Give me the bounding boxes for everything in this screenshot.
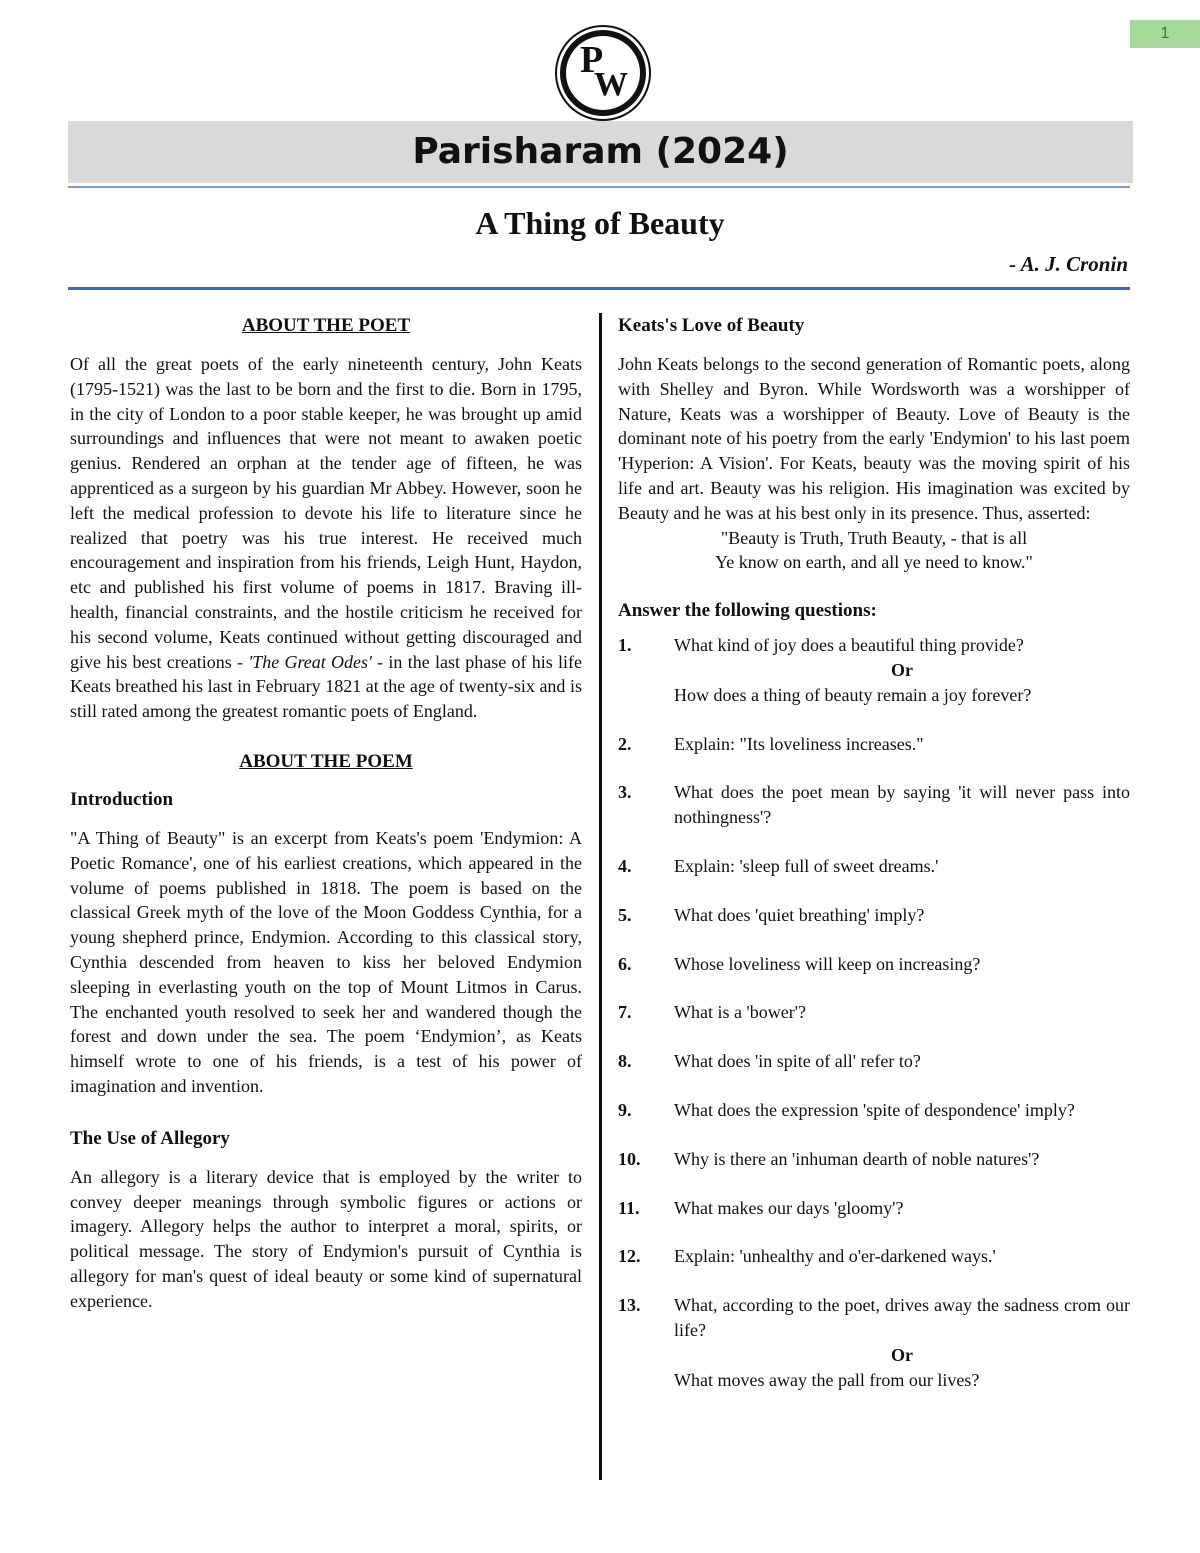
question-text: Explain: 'sleep full of sweet dreams.' xyxy=(674,855,939,876)
about-poet-text xyxy=(70,352,582,724)
question-text: What kind of joy does a beautiful thing provide? xyxy=(674,635,1024,656)
question-body xyxy=(674,732,1130,757)
chapter-title: A Thing of Beauty xyxy=(475,205,725,241)
or-separator: Or xyxy=(891,1344,913,1365)
question-item xyxy=(618,1244,1130,1269)
question-item xyxy=(618,732,1130,757)
or-separator: Or xyxy=(891,659,913,680)
questions-heading: Answer the following questions: xyxy=(618,600,877,622)
quote-line-2: Ye know on earth, and all ye need to know." xyxy=(715,552,1033,573)
question-body xyxy=(674,633,1130,707)
question-number: 5. xyxy=(618,904,632,925)
question-item xyxy=(618,633,1130,707)
right-column xyxy=(618,312,1130,1392)
page-title: Parisharam (2024) xyxy=(412,131,789,172)
question-text: What does the poet mean by saying 'it will never pass into nothingness'? xyxy=(674,782,1130,828)
question-number: 6. xyxy=(618,953,632,974)
allegory-heading: The Use of Allegory xyxy=(70,1127,230,1149)
question-number: 2. xyxy=(618,733,632,754)
question-text: What does the expression 'spite of despondence' imply? xyxy=(674,1099,1075,1120)
question-body xyxy=(674,1147,1130,1172)
question-number: 7. xyxy=(618,1002,632,1023)
question-body xyxy=(674,952,1130,977)
question-text: What makes our days 'gloomy'? xyxy=(674,1197,904,1218)
logo-letter-p: P xyxy=(580,39,604,81)
question-body xyxy=(674,1244,1130,1269)
question-number: 1. xyxy=(618,635,632,656)
question-body xyxy=(674,854,1130,879)
love-of-beauty-text: John Keats belongs to the second generation of Romantic poets, along with Shelley and Byron. While Wordsworth was a worshipper of Nature, Keats was a worshipper of Beauty. Love of Beauty is the dominant note of his poetry from the early 'Endymion' to his last poem 'Hyperion: A Vision'. For Keats, beauty was the moving spirit of his life and art. Beauty was his religion. His imagination was excited by Beauty and he was at his best only in its presence. Thus, asserted: xyxy=(618,354,1130,523)
question-alt-text: What moves away the pall from our lives? xyxy=(674,1369,980,1390)
question-number: 8. xyxy=(618,1051,632,1072)
title-banner xyxy=(68,121,1133,183)
pw-logo xyxy=(557,27,649,119)
question-item xyxy=(618,854,1130,879)
question-number: 9. xyxy=(618,1099,632,1120)
about-poet-text-b: - in the last phase of his life Keats breathed his last in February 1821 at the age of twenty-six and is still rated among the greatest romantic poets of England. xyxy=(70,651,583,722)
question-text: Explain: 'unhealthy and o'er-darkened ways.' xyxy=(674,1246,996,1267)
page-number: 1 xyxy=(1130,20,1200,48)
question-body xyxy=(674,780,1130,830)
question-item xyxy=(618,1049,1130,1074)
question-text: Why is there an 'inhuman dearth of noble natures'? xyxy=(674,1148,1040,1169)
question-text: What is a 'bower'? xyxy=(674,1002,806,1023)
question-item xyxy=(618,952,1130,977)
question-item xyxy=(618,1196,1130,1221)
question-text: What does 'quiet breathing' imply? xyxy=(674,904,925,925)
left-column xyxy=(70,312,582,1314)
question-text: What, according to the poet, drives away the sadness crom our life? xyxy=(674,1295,1130,1340)
question-number: 13. xyxy=(618,1295,641,1316)
about-poem-heading: ABOUT THE POEM xyxy=(239,750,413,772)
column-divider xyxy=(599,313,602,1480)
question-text: What does 'in spite of all' refer to? xyxy=(674,1051,921,1072)
introduction-heading: Introduction xyxy=(70,788,174,810)
about-poet-heading: ABOUT THE POET xyxy=(241,315,411,336)
question-body xyxy=(674,903,1130,928)
question-number: 4. xyxy=(618,855,632,876)
love-of-beauty-heading: Keats's Love of Beauty xyxy=(618,315,805,336)
question-body xyxy=(674,1000,1130,1025)
question-number: 10. xyxy=(618,1148,641,1169)
question-text: Explain: "Its loveliness increases." xyxy=(674,733,924,754)
introduction-text: "A Thing of Beauty" is an excerpt from Keats's poem 'Endymion: A Poetic Romance', one of his earliest creations, which appeared in the volume of poems published in 1818. The poem is based on the classical Greek myth of the love of the Moon Goddess Cynthia, for a young shepherd prince, Endymion. According to this classical story, Cynthia descended from heaven to kiss her beloved Endymion sleeping in everlasting youth on the top of Mount Litmos in Carus. The enchanted youth resolved to seek her and wandered though the forest and down under the sea. The poem ‘Endymion’, as Keats himself wrote to one of his friends, is a test of his power of imagination and invention. xyxy=(70,827,582,1096)
author-credit: - A. J. Cronin xyxy=(1009,252,1128,276)
header-rule xyxy=(68,287,1130,290)
question-item xyxy=(618,1098,1130,1123)
questions-list xyxy=(618,633,1130,1392)
question-text: Whose loveliness will keep on increasing? xyxy=(674,953,981,974)
question-body xyxy=(674,1098,1130,1123)
question-body xyxy=(674,1293,1130,1392)
question-number: 3. xyxy=(618,782,632,803)
great-odes-title: 'The Great Odes' xyxy=(248,651,372,672)
question-item xyxy=(618,1293,1130,1392)
logo-letter-w: W xyxy=(594,66,628,103)
question-item xyxy=(618,1000,1130,1025)
about-poet-text-a: Of all the great poets of the early nineteenth century, John Keats (1795-1521) was the last to be born and the first to die. Born in 1795, in the city of London to a poor stable keeper, he was brought up amid surroundings and influences that were not meant to awaken poetic genius. Rendered an orphan at the tender age of fifteen, he was apprenticed as a surgeon by his guardian Mr Abbey. However, soon he left the medical profession to devote his life to literature since he realized that poetry was his true interest. He received much encouragement and inspiration from his friends, Leigh Hunt, Haydon, etc and published his first volume of poems in 1817. Braving ill-health, financial constraints, and the hostile criticism he received for his second volume, Keats continued without getting discouraged and give his best creations - xyxy=(70,354,582,672)
allegory-text: An allegory is a literary device that is employed by the writer to convey deeper meanings through symbolic figures or actions or imagery. Allegory helps the author to interpret a moral, spirits, or political message. The story of Endymion's pursuit of Cynthia is allegory for man's quest of ideal beauty or some kind of supernatural experience. xyxy=(70,1166,582,1311)
question-body xyxy=(674,1049,1130,1074)
title-rule xyxy=(68,186,1130,188)
quote-line-1: "Beauty is Truth, Truth Beauty, - that is all xyxy=(720,527,1028,548)
question-item xyxy=(618,1147,1130,1172)
question-body xyxy=(674,1196,1130,1221)
question-alt-text: How does a thing of beauty remain a joy forever? xyxy=(674,684,1032,705)
question-number: 11. xyxy=(618,1197,640,1218)
question-item xyxy=(618,903,1130,928)
question-item xyxy=(618,780,1130,830)
question-number: 12. xyxy=(618,1246,641,1267)
